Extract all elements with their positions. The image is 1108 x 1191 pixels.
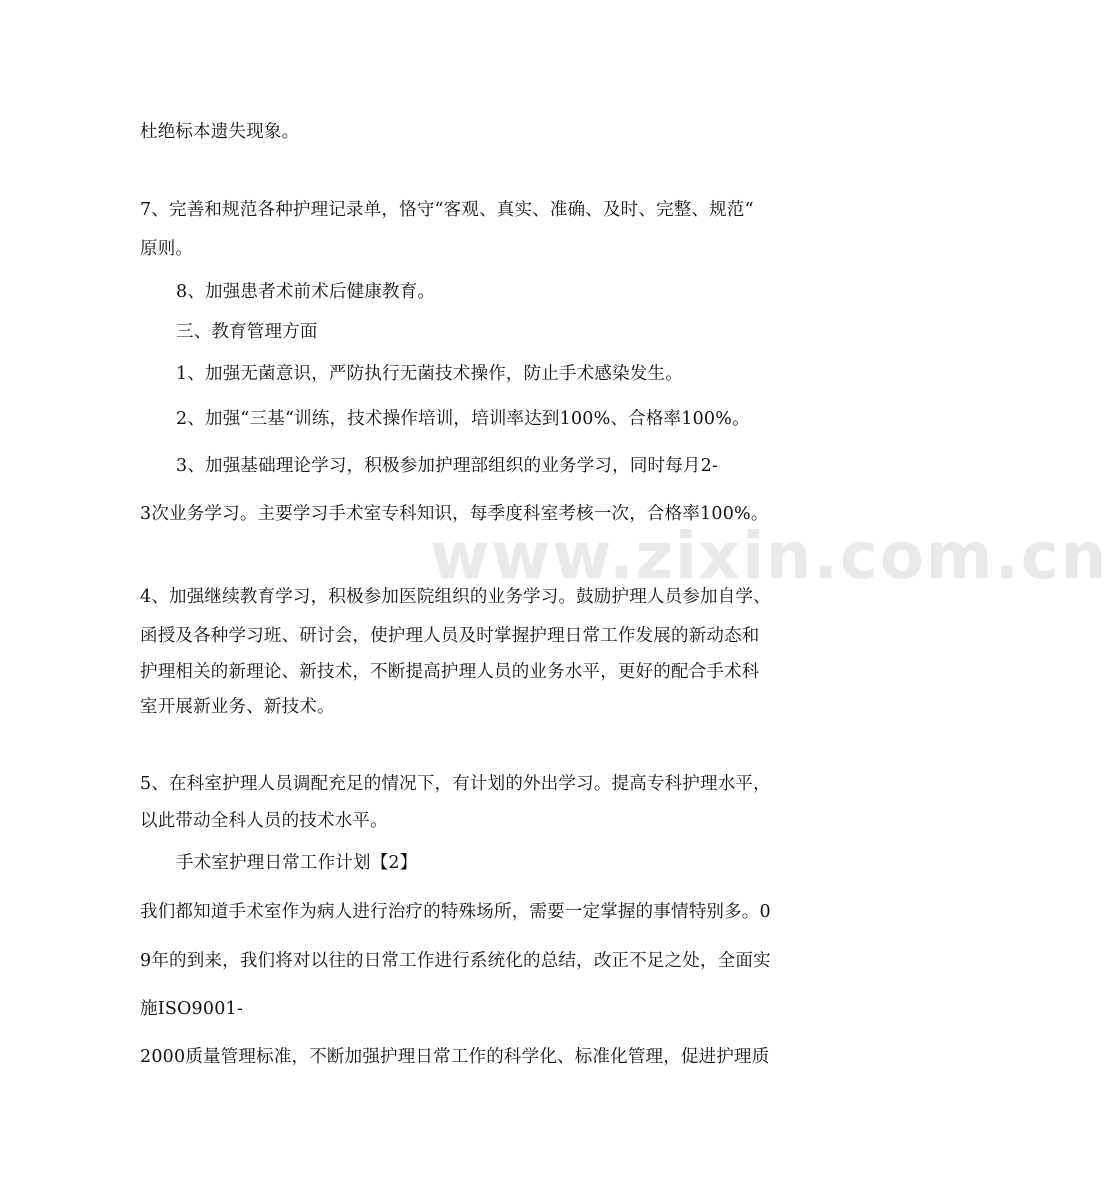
section-heading: 手术室护理日常工作计划【2】 <box>176 853 418 873</box>
section-heading: 三、教育管理方面 <box>176 322 318 342</box>
paragraph-line: 室开展新业务、新技术。 <box>140 697 335 717</box>
paragraph-line: 3、加强基础理论学习，积极参加护理部组织的业务学习，同时每月2- <box>176 456 719 476</box>
paragraph-line: 4、加强继续教育学习，积极参加医院组织的业务学习。鼓励护理人员参加自学、 <box>140 587 771 607</box>
paragraph-line: 护理相关的新理论、新技术，不断提高护理人员的业务水平，更好的配合手术科 <box>140 662 760 682</box>
watermark: www.zixin.com.cn <box>430 520 1108 594</box>
paragraph-line: 原则。 <box>140 239 194 259</box>
paragraph-line: 我们都知道手术室作为病人进行治疗的特殊场所，需要一定掌握的事情特别多。0 <box>140 902 771 922</box>
paragraph-line: 3次业务学习。主要学习手术室专科知识，每季度科室考核一次，合格率100%。 <box>140 504 769 524</box>
paragraph-line: 1、加强无菌意识，严防执行无菌技术操作，防止手术感染发生。 <box>176 364 683 384</box>
paragraph-line: 9年的到来，我们将对以往的日常工作进行系统化的总结，改正不足之处，全面实 <box>140 951 771 971</box>
paragraph-line: 7、完善和规范各种护理记录单，恪守“客观、真实、准确、及时、完整、规范“ <box>140 200 754 220</box>
paragraph-line: 5、在科室护理人员调配充足的情况下，有计划的外出学习。提高专科护理水平， <box>140 774 771 794</box>
paragraph-line: 2000质量管理标准，不断加强护理日常工作的科学化、标准化管理，促进护理质 <box>140 1047 770 1067</box>
paragraph-line: 杜绝标本遗失现象。 <box>140 122 300 142</box>
paragraph-line: 函授及各种学习班、研讨会，使护理人员及时掌握护理日常工作发展的新动态和 <box>140 626 760 646</box>
paragraph-line: 8、加强患者术前术后健康教育。 <box>176 282 436 302</box>
paragraph-line: 施ISO9001- <box>140 999 243 1019</box>
paragraph-line: 以此带动全科人员的技术水平。 <box>140 811 388 831</box>
paragraph-line: 2、加强“三基“训练，技术操作培训，培训率达到100%、合格率100%。 <box>176 409 750 429</box>
